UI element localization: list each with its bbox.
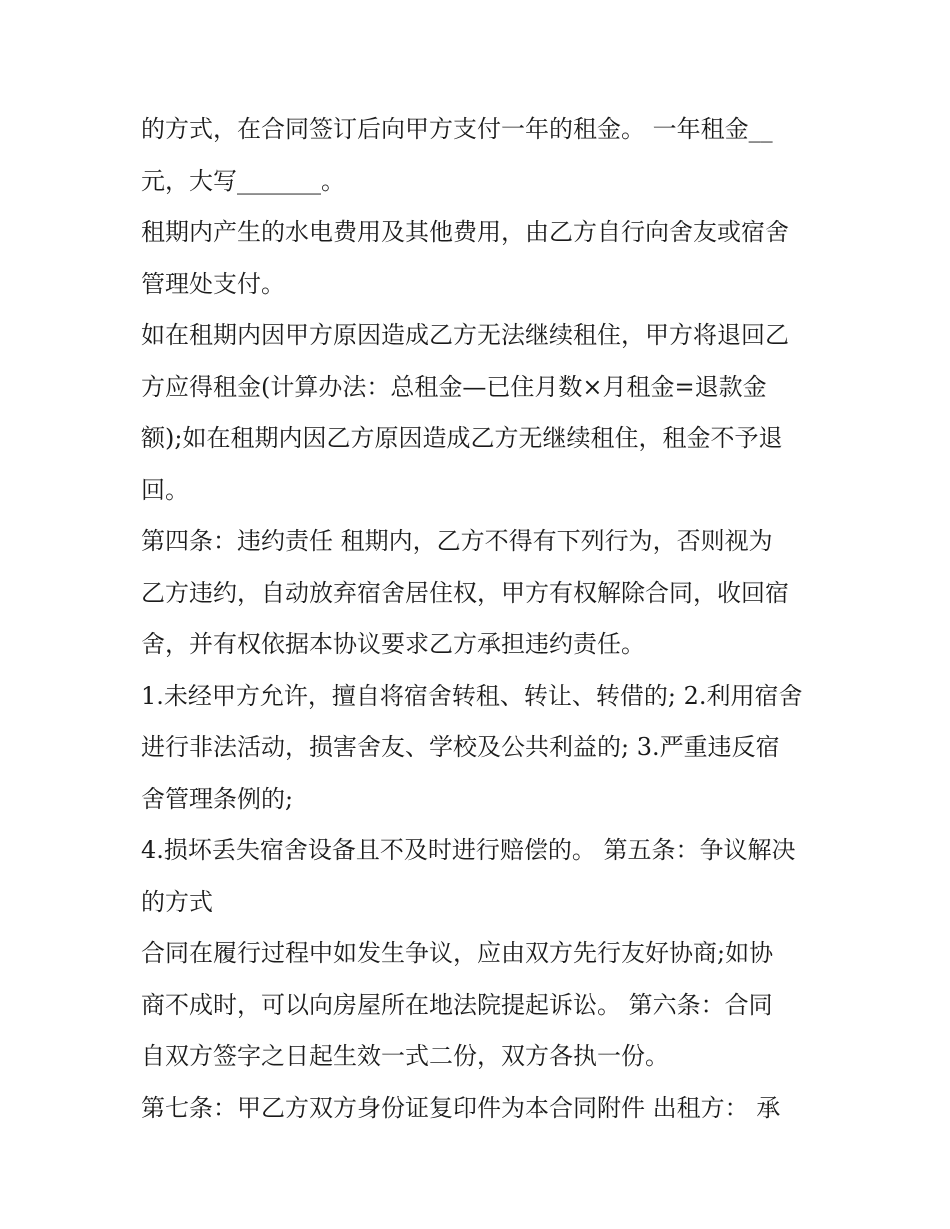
- text-line: 租期内产生的水电费用及其他费用，由乙方自行向舍友或宿舍: [141, 218, 789, 246]
- text-line: 舍管理条例的;: [141, 784, 294, 813]
- text-line: 进行非法活动，损害舍友、学校及公共利益的; 3.严重违反宿: [141, 733, 780, 761]
- text-line: 1.未经甲方允许，擅自将宿舍转租、转让、转借的; 2.利用宿舍: [141, 681, 803, 710]
- text-line: 自双方签字之日起生效一式二份，双方各执一份。: [141, 1042, 669, 1070]
- text-line: 舍，并有权依据本协议要求乙方承担违约责任。: [141, 630, 645, 658]
- document-body: [141, 104, 811, 1134]
- text-line: 方应得租金(计算办法：总租金—已住月数×月租金=退款金: [141, 372, 767, 401]
- text-line: 的方式，在合同签订后向甲方支付一年的租金。 一年租金__: [141, 115, 773, 143]
- text-line: 管理处支付。: [141, 269, 285, 298]
- text-line: 回。: [141, 475, 189, 504]
- text-line: 商不成时，可以向房屋所在地法院提起诉讼。 第六条：合同: [141, 990, 773, 1019]
- text-line: 额);如在租期内因乙方原因造成乙方无继续租住，租金不予退: [141, 424, 783, 452]
- text-line: 第七条：甲乙方双方身份证复印件为本合同附件 出租方： 承: [141, 1093, 781, 1122]
- text-line: 4.损坏丢失宿舍设备且不及时进行赔偿的。 第五条：争议解决: [141, 836, 796, 864]
- text-line: 合同在履行过程中如发生争议，应由双方先行友好协商;如协: [141, 939, 774, 967]
- text-line: 的方式: [141, 887, 213, 916]
- text-line: 元，大写_______。: [141, 166, 345, 195]
- text-line: 乙方违约，自动放弃宿舍居住权，甲方有权解除合同，收回宿: [141, 578, 789, 607]
- text-line: 如在租期内因甲方原因造成乙方无法继续租住，甲方将退回乙: [141, 321, 789, 349]
- text-line: 第四条：违约责任 租期内，乙方不得有下列行为，否则视为: [141, 527, 773, 555]
